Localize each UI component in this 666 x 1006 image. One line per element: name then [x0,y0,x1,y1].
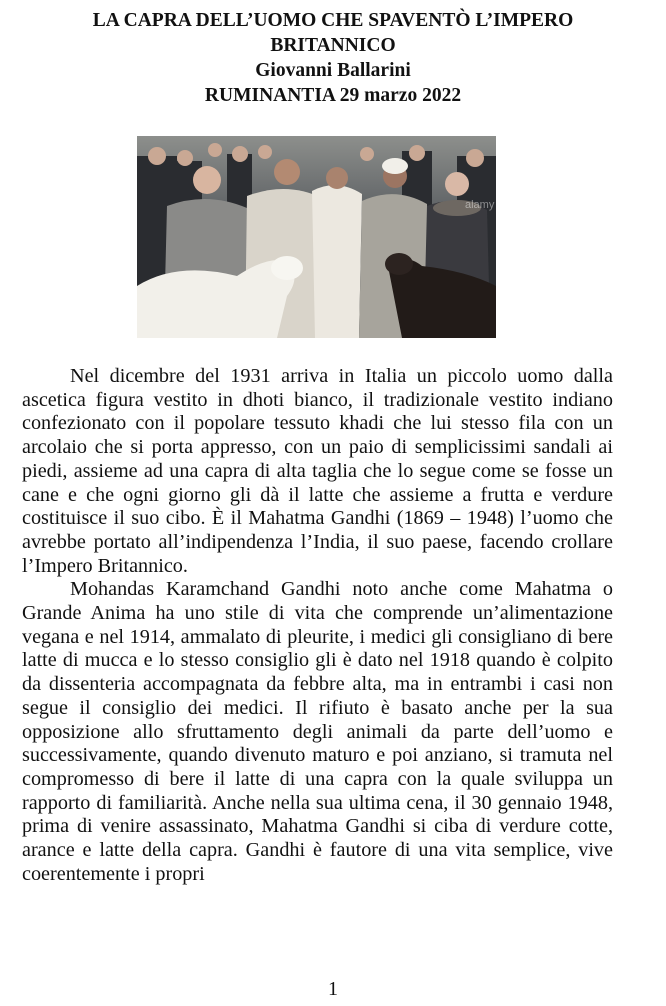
photo-watermark: alamy [465,199,495,211]
article-header [0,8,666,108]
article-publication: RUMINANTIA 29 marzo 2022 [204,85,462,106]
article-photo [137,136,496,338]
article-title-line-2: BRITANNICO [270,35,396,56]
article-author: Giovanni Ballarini [255,60,411,81]
body-paragraph-2: Mohandas Karamchand Gandhi noto anche come Mahatma o Grande Anima ha uno stile di vita che comprende un’alimentazione vegana e nel 1914, ammalato di pleurite, i medici gli consigliano di bere latte di mucca e lo stesso consiglio gli è dato nel 1918 quando è colpito da dissenteria accompagnata da febbre alta, ma in entrambi i casi non segue il consiglio dei medici. Il rifiuto è basato anche per la sua opposizione allo sfruttamento degli animali da parte dell’uomo e successivamente, quando divenuto maturo e poi anziano, si tramuta nel compromesso di bere il latte di una capra con la quale sviluppa un rapporto di familiarità. Anche nella sua ultima cena, il 30 gennaio 1948, prima di venire assassinato, Mahatma Gandhi si ciba di verdure cotte, arance e latte della capra. Gandhi è fautore di una vita semplice, vive coerentemente i propri [22,578,613,885]
article-title-line-1: LA CAPRA DELL’UOMO CHE SPAVENTÒ L’IMPERO [92,10,574,31]
article-body [22,365,613,886]
body-paragraph-1: Nel dicembre del 1931 arriva in Italia un piccolo uomo dalla ascetica figura vestito in dhoti bianco, il tradizionale vestito indiano confezionato con il popolare tessuto khadi che lui stesso fila con un arcolaio che si porta appresso, con un paio di semplicissimi sandali ai piedi, assieme ad una capra di alta taglia che lo segue come se fosse un cane e che ogni giorno gli dà il latte che assieme a frutta e verdure costituisce il suo cibo. È il Mahatma Gandhi (1869 – 1948) l’uomo che avrebbe portato all’indipendenza l’India, il suo paese, facendo crollare l’Impero Britannico. [22,365,613,577]
page-number: 1 [328,978,338,1000]
